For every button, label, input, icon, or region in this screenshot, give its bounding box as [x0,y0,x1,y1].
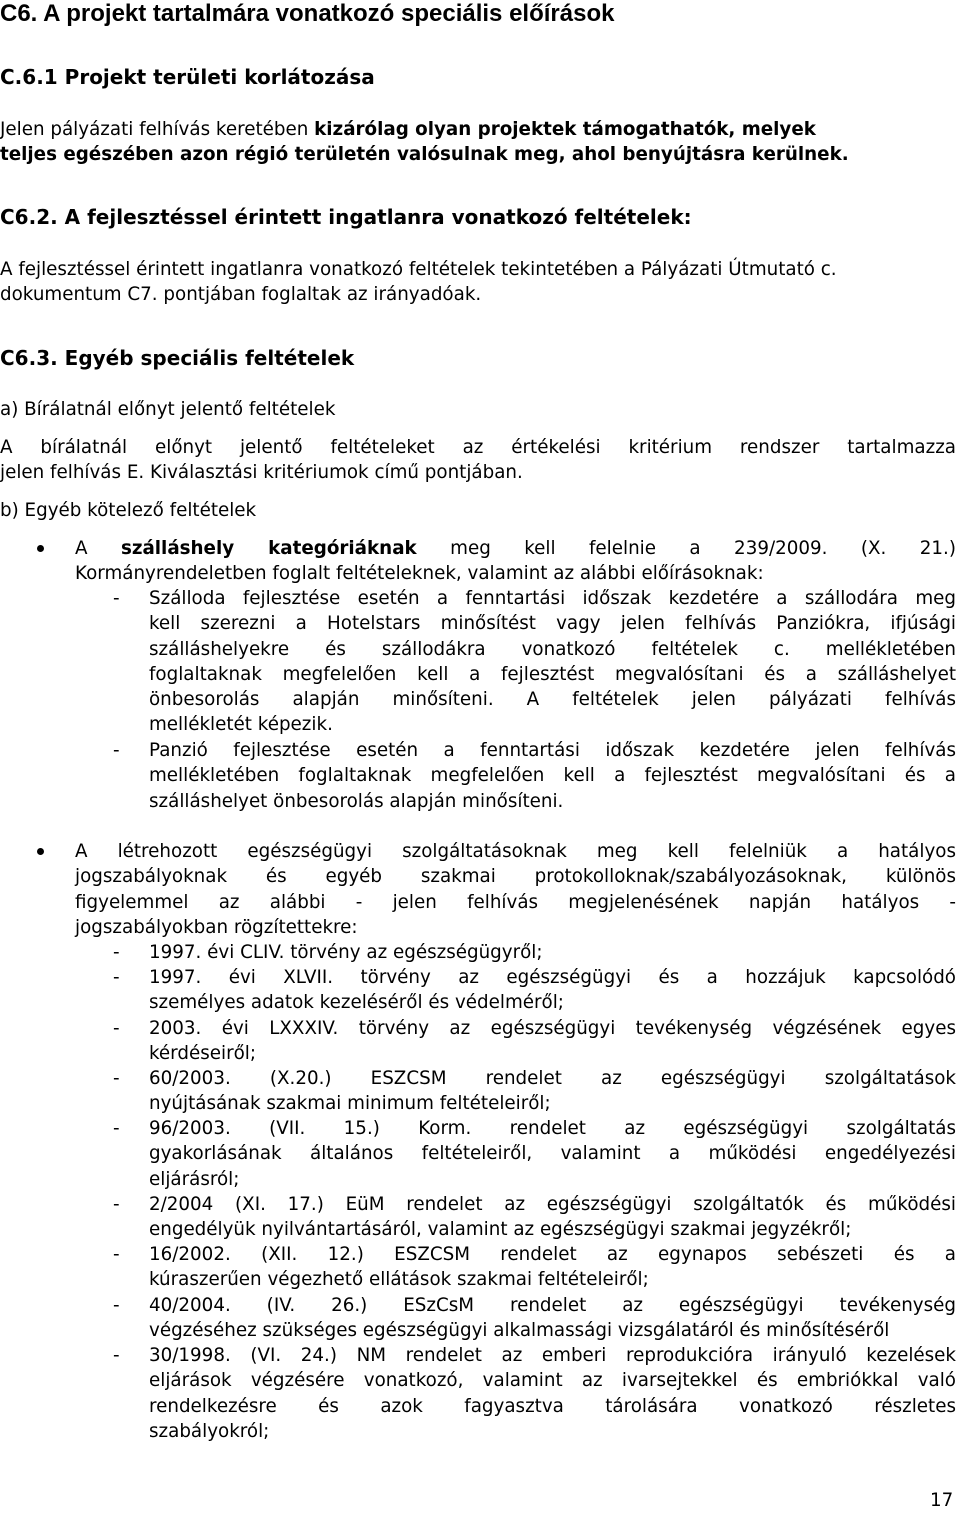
dash-icon: - [113,1194,120,1215]
law-line: engedélyük nyilvántartásáról, valamint az egészségügyi szakmai jegyzékről; [149,1219,852,1241]
law-line: 96/2003. (VII. 15.) Korm. rendelet az egészségügyi szolgáltatás [149,1118,956,1139]
law-line: eljárásról; [149,1168,240,1190]
dash-icon: - [113,1244,120,1265]
law-item-1 [113,940,956,965]
law-line: 60/2003. (X.20.) ESZCSM rendelet az egészségügyi szolgáltatások [149,1068,956,1089]
law-line: 40/2004. (IV. 26.) ESzCsM rendelet az egészségügyi tevékenység [149,1295,956,1316]
bullet-line: jogszabályokban rögzítettekre: [75,916,358,938]
dash-item-pension [113,738,956,814]
paragraph-line: Jelen pályázati felhívás keretében kizárólag olyan projektek támogathatók, melyek [0,119,816,140]
dash-line: foglaltaknak megfelelően kell a fejlesztést megvalósítani és a szálláshelyet [149,663,956,685]
page-title: C6. A projekt tartalmára vonatkozó speciális előírások [0,0,615,27]
law-line: kúraszerűen végezhető ellátások szakmai feltételeiről; [149,1269,649,1291]
dash-line: mellékletét képezik. [149,714,333,736]
bullet-line: jogszabályoknak és egyéb szakmai protokolloknak/szabályozásoknak, különös [75,866,956,888]
law-item-7 [113,1242,956,1293]
dash-icon: - [113,942,120,963]
paragraph-line: A bírálatnál előnyt jelentő feltételeket az értékelési kritérium rendszer tartalmazza [0,437,956,458]
bullet-line: A létrehozott egészségügyi szolgáltatásoknak meg kell felelniük a hatályos [75,841,956,862]
law-line: 2003. évi LXXXIV. törvény az egészségügyi tevékenység végzésének egyes [149,1018,956,1039]
bullet-health-services [75,839,956,940]
dash-line: kell szerezni a Hotelstars minősítést vagy jelen felhívás Panziókra, ifjúsági [149,613,956,635]
dash-icon: - [113,1068,120,1089]
law-item-4 [113,1066,956,1117]
bullet-line: Kormányrendeletben foglalt feltételeknek, valamint az alábbi előírásoknak: [75,563,764,585]
dash-icon: - [113,967,120,988]
subsection-b-label: b) Egyéb kötelező feltételek [0,500,257,521]
law-line: 1997. évi CLIV. törvény az egészségügyről; [149,942,543,963]
paragraph-line: jelen felhívás E. Kiválasztási kritériumok című pontjában. [0,462,523,484]
paragraph-evaluation [0,435,956,486]
dash-icon: - [113,1295,120,1316]
law-line: eljárások végzésére vonatkozó, valamint az ivarsejtekkel és embriókkal való [149,1370,956,1392]
bullet-line: figyelemmel az alábbi - jelen felhívás megjelenésének napján hatályos - [75,891,956,913]
bullet-icon [37,848,44,855]
law-line: nyújtásának szakmai minimum feltételeiről; [149,1093,551,1115]
dash-icon: - [113,1345,120,1366]
law-item-8 [113,1293,956,1344]
dash-line: szálláshelyet önbesorolás alapján minősíteni. [149,790,564,812]
dash-line: mellékletében foglaltaknak megfelelően kell a fejlesztést megvalósítani és a [149,765,956,787]
paragraph-property [0,257,956,308]
paragraph-line-bold: teljes egészében azon régió területén valósulnak meg, ahol benyújtásra kerülnek. [0,144,849,166]
dash-item-hotel [113,586,956,738]
dash-icon: - [113,1118,120,1139]
section-heading-c62: C6.2. A fejlesztéssel érintett ingatlanra vonatkozó feltételek: [0,205,692,229]
law-line: rendelkezésre és azok fagyasztva tárolására vonatkozó részletes [149,1395,956,1417]
paragraph-line: A fejlesztéssel érintett ingatlanra vonatkozó feltételek tekintetében a Pályázati Útmutató c. [0,259,837,280]
paragraph-territorial [0,117,956,168]
bullet-icon [37,545,44,552]
subsection-a-label: a) Bírálatnál előnyt jelentő feltételek [0,399,336,420]
page-number: 17 [930,1490,954,1511]
law-line: 16/2002. (XII. 12.) ESZCSM rendelet az egynapos sebészeti és a [149,1244,956,1265]
law-line: végzéséhez szükséges egészségügyi alkalmassági vizsgálatáról és minősítéséről [149,1320,890,1342]
dash-icon: - [113,588,120,609]
paragraph-line: dokumentum C7. pontjában foglaltak az irányadóak. [0,284,482,306]
section-heading-c61: C.6.1 Projekt területi korlátozása [0,65,375,89]
law-item-9 [113,1343,956,1444]
law-item-6 [113,1192,956,1243]
law-line: személyes adatok kezeléséről és védelméről; [149,992,564,1014]
bullet-accommodation [75,536,956,587]
bullet-line: A szálláshely kategóriáknak meg kell felelnie a 239/2009. (X. 21.) [75,538,956,559]
law-line: 2/2004 (XI. 17.) EüM rendelet az egészségügyi szolgáltatók és működési [149,1194,956,1215]
dash-line: Szálloda fejlesztése esetén a fenntartási időszak kezdetére a szállodára meg [149,588,956,609]
dash-line: Panzió fejlesztése esetén a fenntartási időszak kezdetére jelen felhívás [149,740,956,761]
law-item-5 [113,1116,956,1192]
law-line: 1997. évi XLVII. törvény az egészségügyi és a hozzájuk kapcsolódó [149,967,956,988]
dash-line: önbesorolás alapján minősíteni. A feltételek jelen pályázati felhívás [149,689,956,711]
law-item-2 [113,965,956,1016]
law-line: 30/1998. (VI. 24.) NM rendelet az emberi reprodukcióra irányuló kezelések [149,1345,956,1366]
dash-line: szálláshelyekre és szállodákra vonatkozó feltételek c. mellékletében [149,638,956,660]
law-line: kérdéseiről; [149,1043,257,1065]
dash-icon: - [113,1018,120,1039]
law-line: gyakorlásának általános feltételeiről, valamint a működési engedélyezési [149,1143,956,1165]
dash-icon: - [113,740,120,761]
law-line: szabályokról; [149,1420,270,1442]
law-item-3 [113,1016,956,1067]
section-heading-c63: C6.3. Egyéb speciális feltételek [0,346,355,370]
